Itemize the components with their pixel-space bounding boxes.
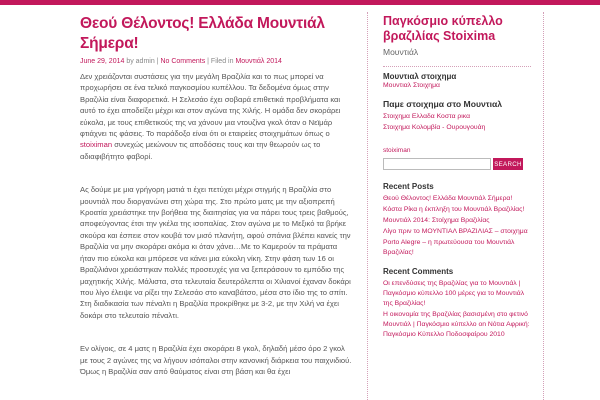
sidebar-separator [383, 66, 531, 67]
paragraph-3: Εν ολίγοις, σε 4 ματς η Βραζιλία έχει σκοράρει 8 γκολ, δηλαδή μέσο όρο 2 γκολ με τους 2 αγώνες της να λήγουν ισόπαλοι στην κανονική διάρκεια του παιχνιδιού. Όμως η Βραζιλία σαν από θαύματος είναι στη βάση και θα έχει [80, 344, 352, 376]
recent-comments-list [383, 279, 531, 340]
sidebar [383, 14, 531, 341]
filed-in-label: | Filed in [207, 58, 234, 65]
post-meta [80, 58, 354, 65]
paragraph-1 [80, 71, 354, 162]
sidebar-edge-divider [543, 12, 544, 400]
recent-comment-link[interactable]: Οι επενδύσεις της Βραζιλίας για το Μουντιάλ | Παγκόσμιο κύπελλο 100 μέρες για το Μουντιάλ της Βραζιλίας! [383, 280, 525, 307]
site-tagline: Μουντιάλ [383, 47, 419, 57]
search-input[interactable] [383, 158, 491, 170]
paragraph-2: Ας δούμε με μια γρήγορη ματιά τι έχει πετύχει μέχρι στιγμής η Βραζιλία στο μουντιάλ που διοργανώνει στη χώρα της. Στο πρώτο ματς με την αξιοπρεπή Κροατία χρειάστηκε την βοήθεια της διαιτησίας για να πάρει τους τρεις βαθμούς, αποφεύγοντας έτσι την γκέλα της ισοπαλίας. Στον αγώνα με το Μεξικό τα βρήκε σκούρα και έσπειε στον κουβά τον μισό πλανήτη, αφού σπάνια βλέπει κανείς την Βραζιλία να μην σκοράρει ακόμα κι όταν χάνει…Με το Καμερούν τα πράματα ήταν πιο εύκολα και μπόρεσε να κάνει μια εύκολη νίκη. Στην φάση των 16 οι Βραζιλιάνοι χρειάστηκαν πολλές προσευχές για να ξεπεράσουν το εμπόδιο της μαχητικής Χιλής. Μάλιστα, στα τελευταία δευτερόλεπτα οι Χιλιανοί έχαναν δοκάρι που λίγο έλειψε να ρίξει την Σελεσάο στο καναβάτσο, μέσα στο ίδιο της το σπίτι. Στη διαδικασία των πέναλτι η Βραζιλία προκρίθηκε με 3-2, με την Χιλή να έχει δοκάρι στο τελευταίο πέναλτι. [80, 185, 351, 320]
stoiximan-link[interactable]: stoiximan [80, 140, 113, 150]
widget-mundial-title: Μουντιαλ στοιχημα [383, 72, 457, 81]
recent-comments-title: Recent Comments [383, 267, 454, 276]
search-button[interactable]: SEARCH [493, 158, 523, 170]
recent-comment-link[interactable]: Η οικονομία της Βραζιλίας βασισμένη στο φετινό Μουντιάλ | Παγκόσμιο κύπελλο on Νότια Αφρική: Παγκόσμιο Κύπελλο Ποδοσφαίρου 2010 [383, 311, 530, 338]
recent-posts-title: Recent Posts [383, 182, 434, 191]
comments-link[interactable]: No Comments [160, 58, 206, 65]
bet-link[interactable]: Στοιχημα Ελλαδα Κοστα ρικα [383, 113, 471, 120]
paragraph-1-text-a: Δεν χρειάζονται συστάσεις για την μεγάλη Βραζιλία και το πως μπορεί να προχωρήσει σε ένα τελικό παγκοσμίου κυπέλλου. Τα δεδομένα όμως στην Βραζιλία είναι διαφορετικά. Η Σελεσάο έχει σοβαρά επιθετικά προβλήματα και αυτό το έχει αποδείξει μέχρι και στον αγώνα της Χιλής. Η ομάδα δεν σκοράρει εύκολα, με τους επιθετικούς της να χάνουν μια ντουζίνα γκολ όταν ο Νεϊμάρ φτιάχνει τις φάσεις. Το παράδοξο είναι ότι οι εταιρείες στοιχημάτων όπως ο [80, 72, 341, 139]
site-title[interactable]: Παγκόσμιο κύπελλο βραζιλίας Stoixima [383, 14, 503, 43]
post-author: by admin [126, 58, 155, 65]
recent-post-link[interactable]: Θεού Θέλοντος! Ελλάδα Μουντιάλ Σήμερα! [383, 195, 513, 202]
column-divider [367, 12, 368, 400]
bet-link[interactable]: Στοιχημα Κολομβία - Ουρουγουάη [383, 124, 486, 131]
recent-post-link[interactable]: Λίγο πριν το ΜΟΥΝΤΙΑΛ ΒΡΑΖΙΛΙΑΣ – στοιχημα [383, 228, 528, 235]
recent-post-link[interactable]: Κόστα Ρίκα η έκπληξη του Μουντιάλ Βραζιλίας! [383, 206, 525, 213]
post-date: June 29, 2014 [80, 58, 125, 65]
meta-divider: | [156, 58, 159, 65]
search-widget [383, 147, 531, 170]
post-content [80, 14, 354, 377]
category-link[interactable]: Μουντιάλ 2014 [235, 58, 282, 65]
widget-mundial-link[interactable]: Μουντιαλ Στοιχημα [383, 82, 440, 89]
recent-posts-list [383, 194, 531, 258]
search-label: stoiximan [383, 147, 411, 154]
paragraph-1-text-b: συνεχώς μειώνουν τις αποδόσεις τους και την θεωρούν ως το αδιαφιβήτητο φαβορί. [80, 140, 321, 161]
top-accent-bar [0, 0, 600, 5]
recent-post-link[interactable]: Porto Alegre – η πρωτεύουσα του Μουντιάλ Βραζιλίας! [383, 239, 515, 256]
widget-bet-list [383, 112, 531, 133]
recent-post-link[interactable]: Μουντιάλ 2014: Στοίχημα Βραζιλίας [383, 217, 490, 224]
post-title[interactable]: Θεού Θέλοντος! Ελλάδα Μουντιάλ Σήμερα! [80, 15, 325, 52]
widget-bet-title: Παμε στοιχημα στο Μουντιαλ [383, 99, 503, 109]
